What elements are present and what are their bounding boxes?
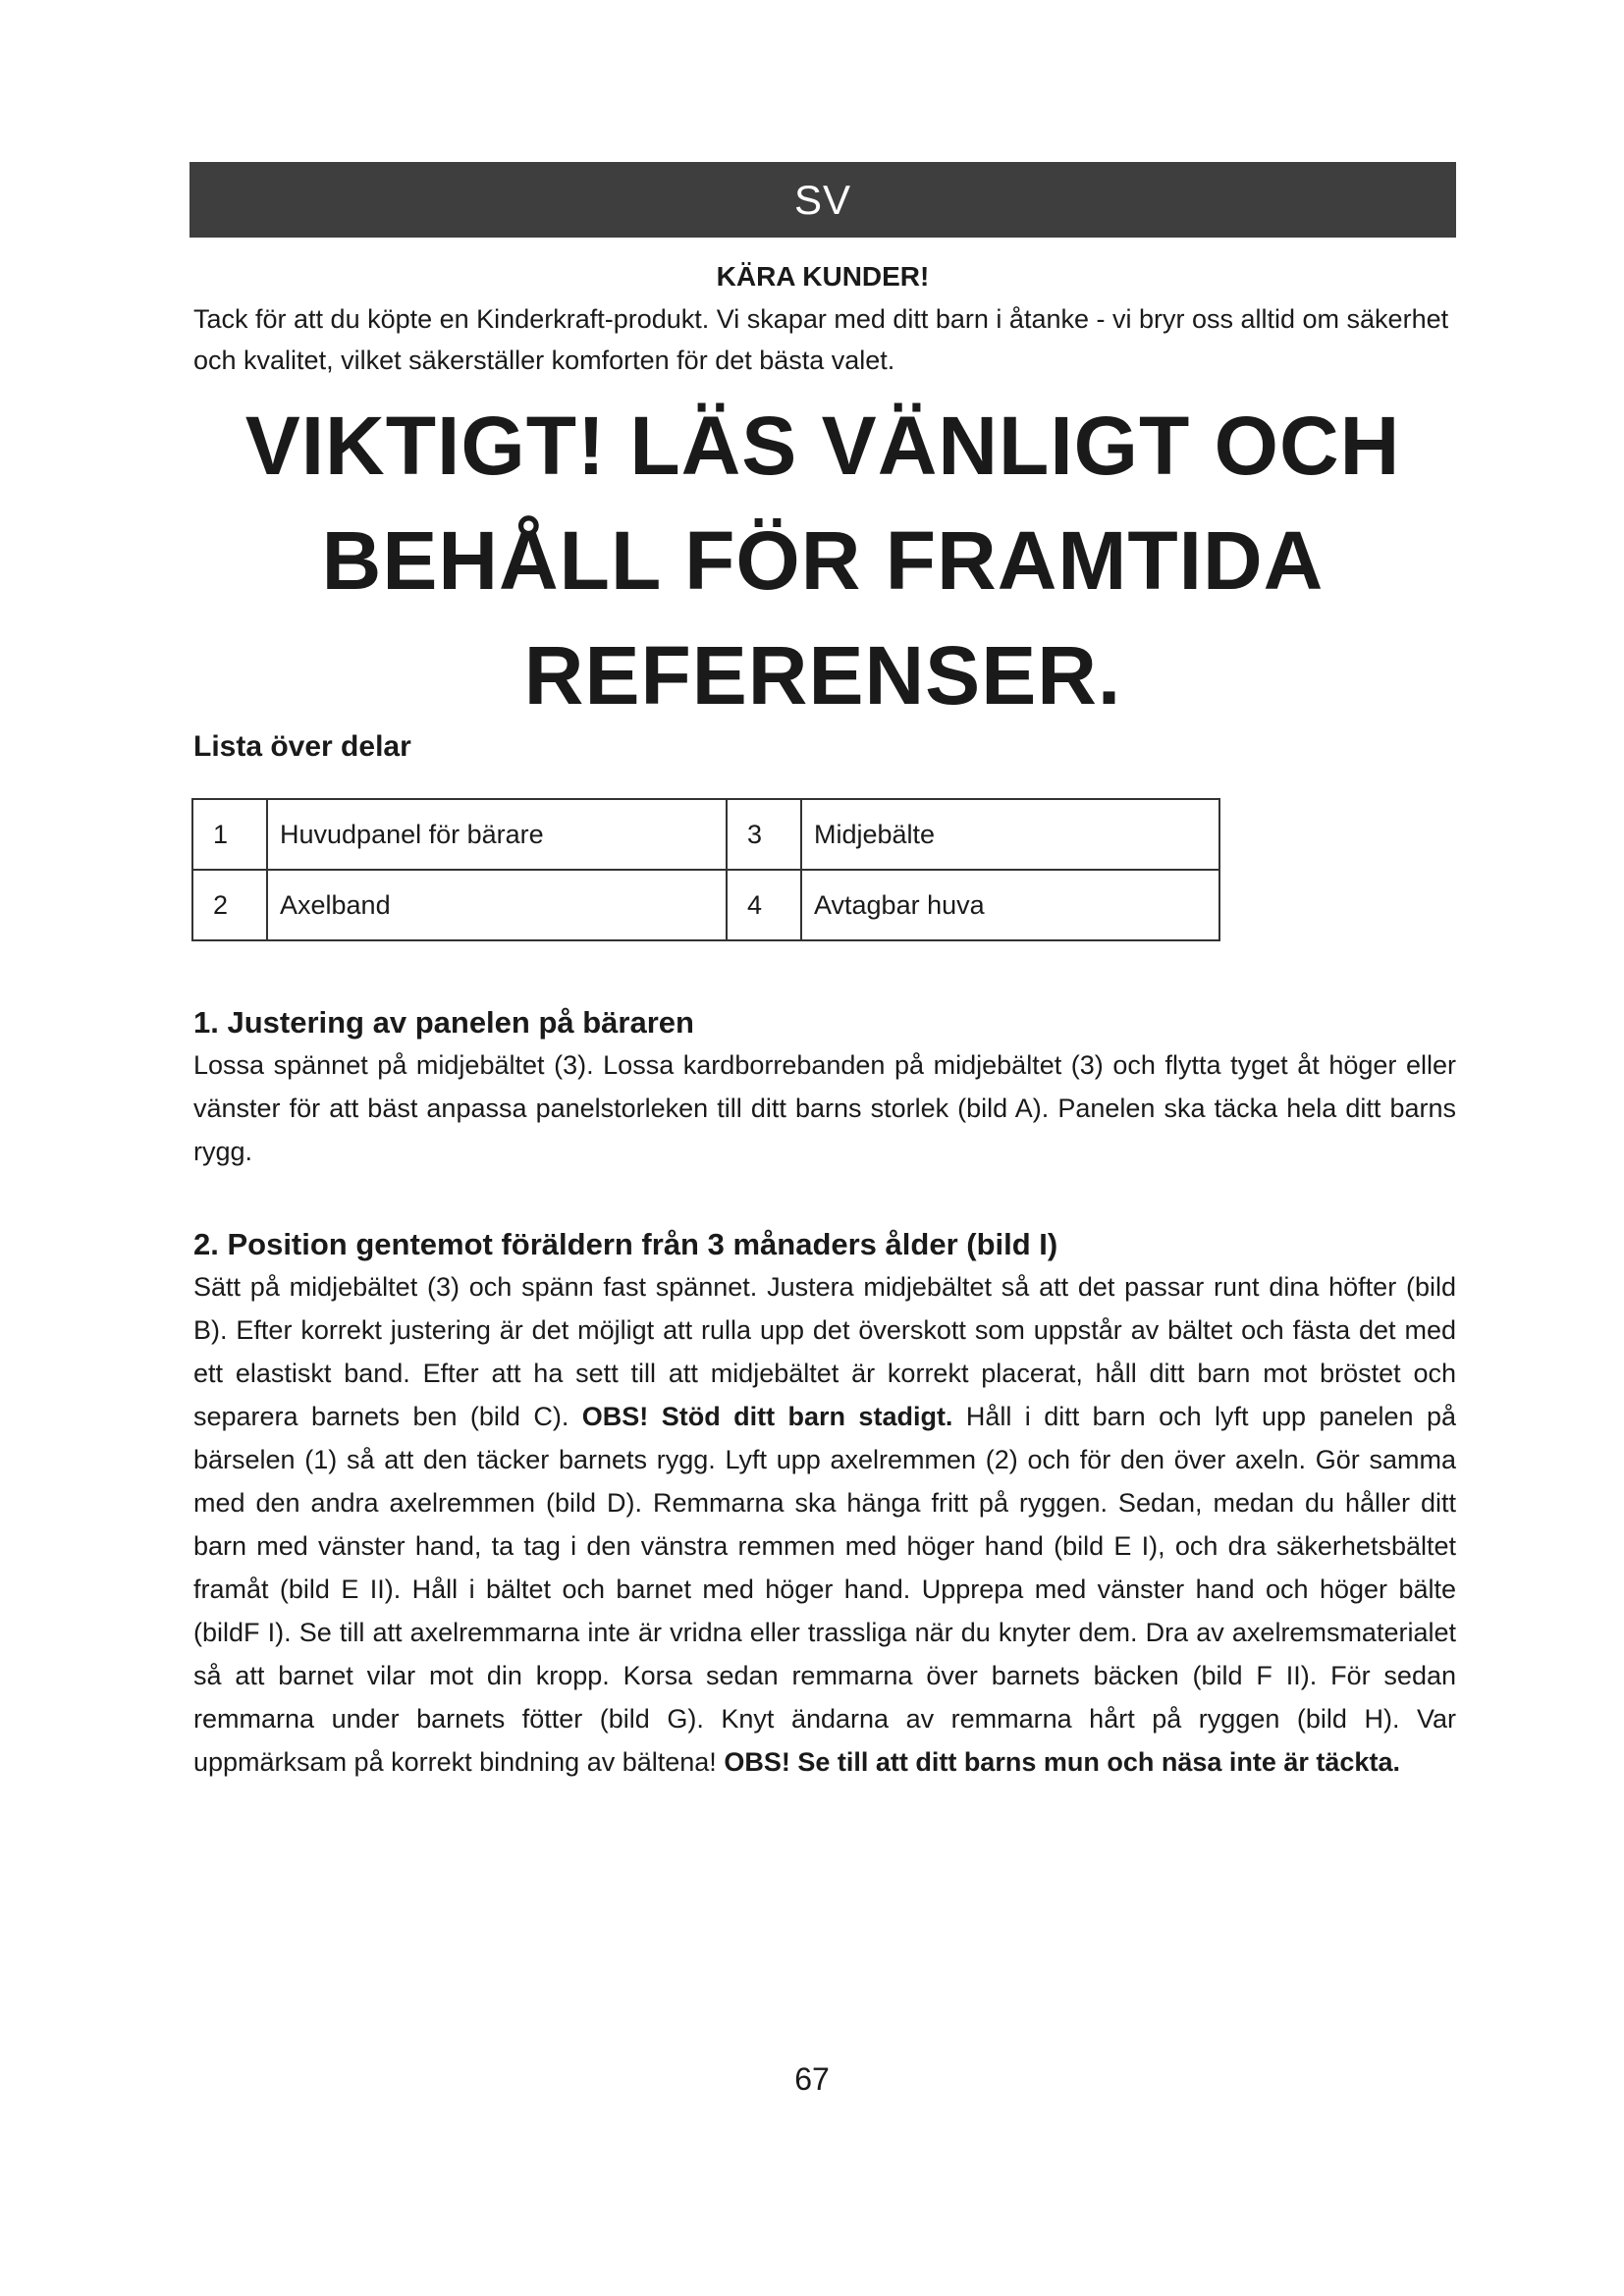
important-title: [189, 389, 1456, 733]
section-2-warning-2: OBS! Se till att ditt barns mun och näsa inte är täckta.: [724, 1747, 1400, 1777]
parts-list-label: Lista över delar: [193, 730, 411, 763]
important-title-line-1: VIKTIGT! LÄS VÄNLIGT OCH: [244, 400, 1401, 492]
part-name: Avtagbar huva: [801, 870, 1219, 940]
section-1: [189, 1002, 1456, 1173]
section-2-warning-1: OBS! Stöd ditt barn stadigt.: [581, 1402, 953, 1431]
part-number: 3: [727, 799, 801, 870]
part-number: 2: [192, 870, 267, 940]
part-name: Huvudpanel för bärare: [267, 799, 727, 870]
section-2-body: [189, 1265, 1456, 1784]
language-header-bar: [189, 162, 1456, 238]
section-2-heading: 2. Position gentemot föräldern från 3 månaders ålder (bild I): [193, 1227, 1058, 1261]
language-code: SV: [793, 177, 852, 223]
page-content: [189, 162, 1456, 1784]
greeting-heading: KÄRA KUNDER!: [716, 261, 930, 292]
intro-paragraph: Tack för att du köpte en Kinderkraft-produkt. Vi skapar med ditt barn i åtanke - vi bryr oss alltid om säkerhet och kvalitet, vilket säkerställer komforten för det bästa valet.: [193, 304, 1449, 375]
page-number: 67: [794, 2061, 830, 2097]
important-title-line-3: REFERENSER.: [523, 629, 1122, 721]
table-row: [192, 870, 1219, 940]
table-row: [192, 799, 1219, 870]
section-1-body: Lossa spännet på midjebältet (3). Lossa kardborrebanden på midjebältet (3) och flytta tyget åt höger eller vänster för att bäst anpassa panelstorleken till ditt barns storlek (bild A). Panelen ska täcka hela ditt barns rygg.: [193, 1050, 1456, 1166]
part-number: 4: [727, 870, 801, 940]
section-1-heading: 1. Justering av panelen på bäraren: [193, 1005, 694, 1040]
part-number: 1: [192, 799, 267, 870]
parts-table: [191, 798, 1220, 941]
section-2-text-part-2: Håll i ditt barn och lyft upp panelen på bärselen (1) så att den täcker barnets rygg. Lyft upp axelremmen (2) och för den över axeln. Gör samma med den andra axelremmen (bild D). Remmarna ska hänga fritt på ryggen. Sedan, medan du håller ditt barn med vänster hand, ta tag i den vänstra remmen med höger hand (bild E I), och dra säkerhetsbältet framåt (bild E II). Håll i bältet och barnet med höger hand. Upprepa med vänster hand och höger bälte (bildF I). Se till att axelremmarna inte är vridna eller trassliga när du knyter dem. Dra av axelremsmaterialet så att barnet vilar mot din kropp. Korsa sedan remmarna över barnets bäcken (bild F II). För sedan remmarna under barnets fötter (bild G). Knyt ändarna av remmarna hårt på ryggen (bild H). Var uppmärksam på korrekt bindning av bältena!: [193, 1402, 1456, 1777]
part-name: Axelband: [267, 870, 727, 940]
section-2-text-part-1: Sätt på midjebältet (3) och spänn fast spännet. Justera midjebältet så att det passar runt dina höfter (bild B). Efter korrekt justering är det möjligt att rulla upp det överskott som uppstår av bältet och fästa det med ett elastiskt band. Efter att ha sett till att midjebältet är korrekt placerat, håll ditt barn mot bröstet och separera barnets ben (bild C).: [193, 1272, 1456, 1431]
part-name: Midjebälte: [801, 799, 1219, 870]
section-2: [189, 1224, 1456, 1784]
important-title-line-2: BEHÅLL FÖR FRAMTIDA: [321, 514, 1325, 607]
